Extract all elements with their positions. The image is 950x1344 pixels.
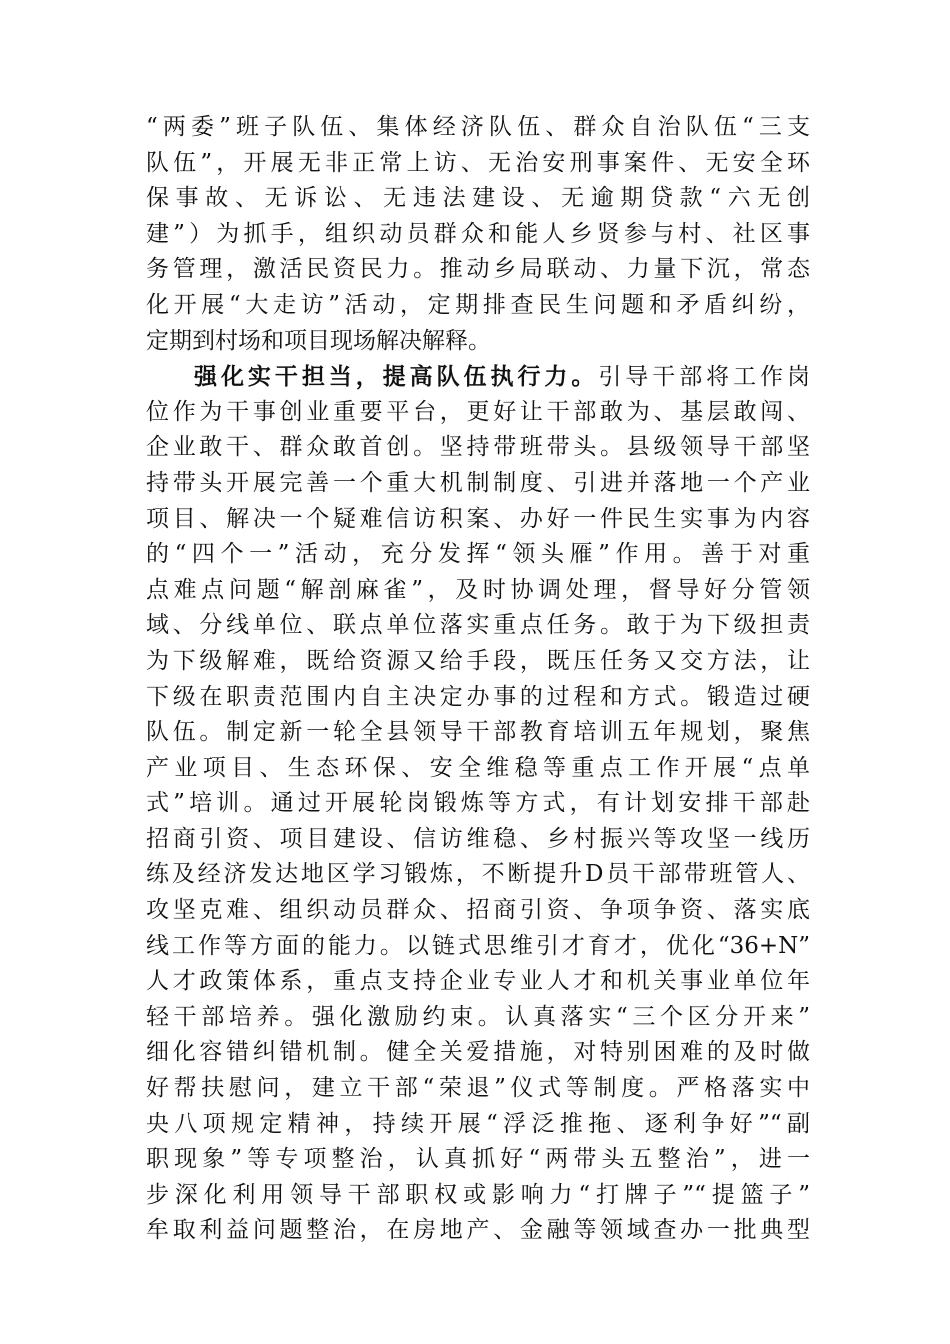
text-line: 职现象”等专项整治，认真抓好“两带头五整治”，进一 <box>146 1146 810 1173</box>
document-body <box>146 110 810 1249</box>
text-line: 轻干部培养。强化激励约束。认真落实“三个区分开来” <box>146 1003 810 1030</box>
text-line: 队伍”，开展无非正常上访、无治安刑事案件、无安全环 <box>146 149 810 176</box>
text-line: 式”培训。通过开展轮岗锻炼等方式，有计划安排干部赴 <box>146 790 810 817</box>
text-line: 持带头开展完善一个重大机制制度、引进并落地一个产业 <box>146 469 810 496</box>
paragraph-2-opening-text: 引导干部将工作岗 <box>598 364 811 391</box>
text-line: 位作为干事创业重要平台，更好让干部敢为、基层敢闯、 <box>146 398 810 425</box>
text-line: 建”）为抓手，组织动员群众和能人乡贤参与村、社区事 <box>146 220 810 247</box>
text-line: 化开展“大走访”活动，定期排查民生问题和矛盾纠纷， <box>146 291 810 318</box>
text-line: 项目、解决一个疑难信访积案、办好一件民生实事为内容 <box>146 505 810 532</box>
text-line: 定期到村场和项目现场解决解释。 <box>146 327 491 354</box>
text-line: “两委”班子队伍、集体经济队伍、群众自治队伍“三支 <box>146 114 810 140</box>
text-line: 保事故、无诉讼、无违法建设、无逾期贷款“六无创 <box>146 185 810 212</box>
text-line: 点难点问题“解剖麻雀”，及时协调处理，督导好分管领 <box>146 576 810 603</box>
text-line: 的“四个一”活动，充分发挥“领头雁”作用。善于对重 <box>146 541 810 568</box>
text-line: 人才政策体系，重点支持企业专业人才和机关事业单位年 <box>146 968 810 995</box>
text-line: 产业项目、生态环保、安全维稳等重点工作开展“点单 <box>146 754 810 781</box>
text-line: 练及经济发达地区学习锻炼，不断提升D员干部带班管人、 <box>146 861 810 888</box>
text-line: 招商引资、项目建设、信访维稳、乡村振兴等攻坚一线历 <box>146 825 810 852</box>
text-line: 队伍。制定新一轮全县领导干部教育培训五年规划，聚焦 <box>146 719 810 746</box>
text-line: 攻坚克难、组织动员群众、招商引资、争项争资、落实底 <box>146 897 810 924</box>
text-line: 域、分线单位、联点单位落实重点任务。敢于为下级担责 <box>146 612 810 639</box>
text-line: 牟取利益问题整治，在房地产、金融等领域查办一批典型 <box>146 1217 810 1244</box>
text-line: 下级在职责范围内自主决定办事的过程和方式。锻造过硬 <box>146 683 810 710</box>
text-line: 步深化利用领导干部职权或影响力“打牌子”“提篮子” <box>146 1181 810 1208</box>
paragraph-2-first-line <box>146 359 810 395</box>
paragraph-2-heading: 强化实干担当，提高队伍执行力。 <box>194 363 599 391</box>
text-line: 企业敢干、群众敢首创。坚持带班带头。县级领导干部坚 <box>146 434 810 461</box>
paragraph-1 <box>146 110 810 359</box>
paragraph-2-body <box>146 395 810 1249</box>
text-line: 细化容错纠错机制。健全关爱措施，对特别困难的及时做 <box>146 1039 810 1066</box>
text-line: 为下级解难，既给资源又给手段，既压任务又交方法，让 <box>146 647 810 674</box>
text-line: 务管理，激活民资民力。推动乡局联动、力量下沉，常态 <box>146 256 810 283</box>
text-line: 线工作等方面的能力。以链式思维引才育才，优化“36+N” <box>146 932 810 959</box>
text-line: 好帮扶慰问，建立干部“荣退”仪式等制度。严格落实中 <box>146 1075 810 1102</box>
text-line: 央八项规定精神，持续开展“浮泛推拖、逐利争好”“副 <box>146 1110 810 1137</box>
